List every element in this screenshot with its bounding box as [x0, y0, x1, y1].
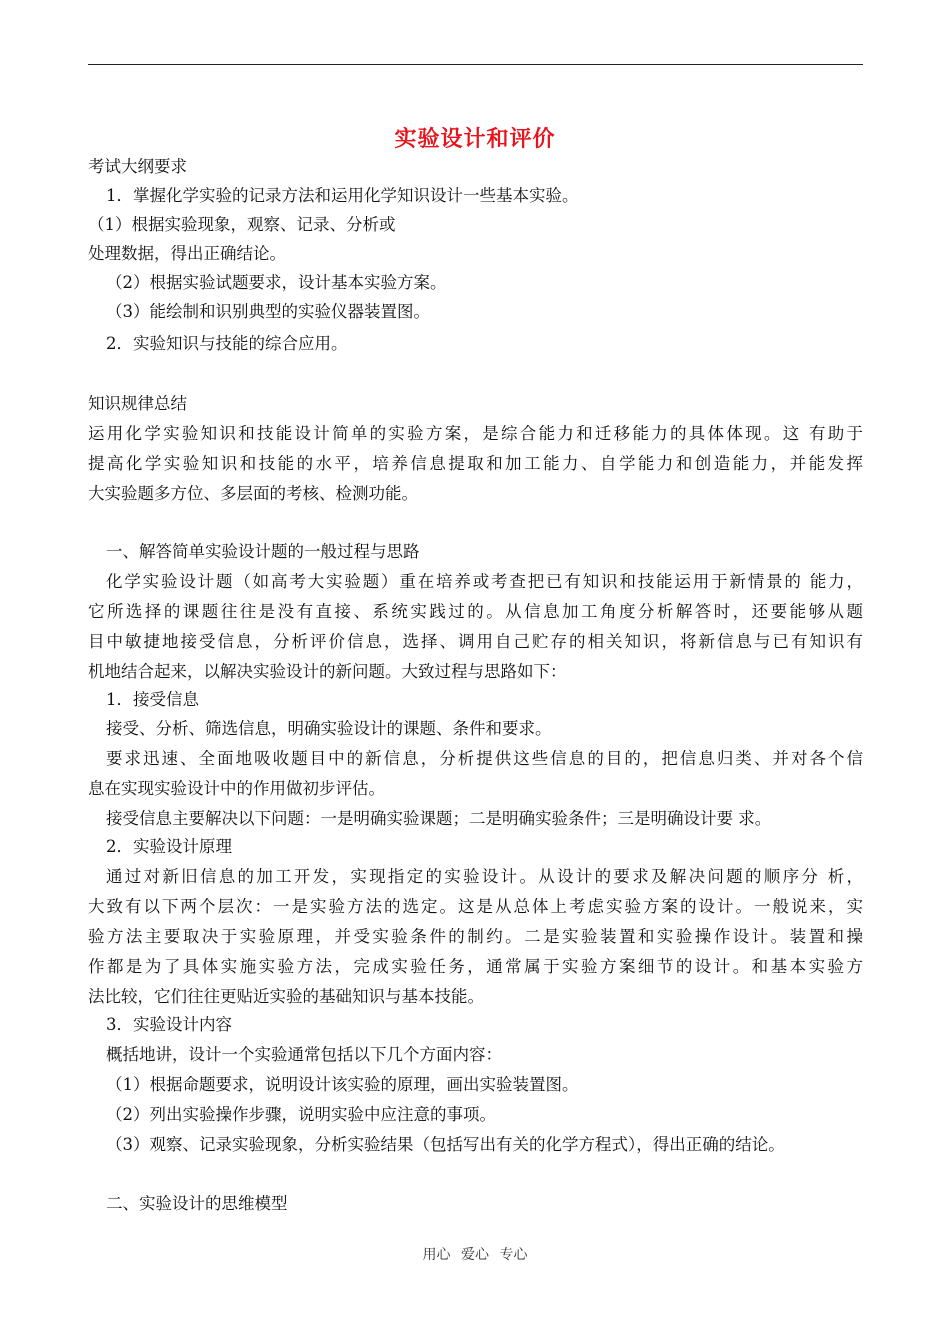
text-line: （1）根据命题要求，说明设计该实验的原理，画出实验装置图。 [106, 1075, 579, 1094]
text-line: 机地结合起来，以解决实验设计的新问题。大致过程与思路如下： [88, 662, 567, 681]
text-line: 2．实验知识与技能的综合应用。 [106, 334, 348, 353]
text-line: 验方法主要取决于实验原理，并受实验条件的制约。二是实验装置和实验操作设计。装置和操 [88, 927, 863, 946]
text-line: 大实验题多方位、多层面的考核、检测功能。 [88, 484, 418, 503]
text-line: 考试大纲要求 [88, 157, 187, 176]
text-line: 提高化学实验知识和技能的水平，培养信息提取和加工能力、自学能力和创造能力，并能发挥 [88, 454, 863, 473]
text-line: 接受信息主要解决以下问题：一是明确实验课题；二是明确实验条件；三是明确设计要 求。 [106, 809, 772, 828]
text-line: 目中敏捷地接受信息，分析评价信息，选择、调用自己贮存的相关知识，将新信息与已有知识有 [88, 632, 863, 651]
text-line: 处理数据，得出正确结论。 [88, 244, 286, 263]
text-line: （1）根据实验现象，观察、记录、分析或 [88, 215, 396, 234]
text-line: 一、解答简单实验设计题的一般过程与思路 [106, 542, 420, 561]
text-line: 通过对新旧信息的加工开发，实现指定的实验设计。从设计的要求及解决问题的顺序分 析， [106, 867, 863, 886]
text-line: 化学实验设计题（如高考大实验题）重在培养或考查把已有知识和技能运用于新情景的 能力， [106, 572, 863, 591]
text-line: 运用化学实验知识和技能设计简单的实验方案，是综合能力和迁移能力的具体体现。这 有助于 [88, 424, 863, 443]
text-line: 二、实验设计的思维模型 [106, 1194, 288, 1213]
text-line: （3）观察、记录实验现象，分析实验结果（包括写出有关的化学方程式），得出正确的结论。 [106, 1135, 785, 1154]
text-line: 知识规律总结 [88, 394, 187, 413]
text-line: 它所选择的课题往往是没有直接、系统实践过的。从信息加工角度分析解答时，还要能够从题 [88, 602, 863, 621]
text-line: （2）列出实验操作步骤，说明实验中应注意的事项。 [106, 1105, 496, 1124]
text-line: 3．实验设计内容 [106, 1015, 232, 1034]
text-line: 概括地讲，设计一个实验通常包括以下几个方面内容： [106, 1045, 502, 1064]
text-line: （3）能绘制和识别典型的实验仪器装置图。 [106, 302, 430, 321]
text-line: 作都是为了具体实施实验方法，完成实验任务，通常属于实验方案细节的设计。和基本实验方 [88, 957, 863, 976]
text-line: 2．实验设计原理 [106, 837, 232, 856]
text-line: （2）根据实验试题要求，设计基本实验方案。 [106, 273, 447, 292]
text-line: 要求迅速、全面地吸收题目中的新信息，分析提供这些信息的目的，把信息归类、并对各个信 [106, 749, 863, 768]
text-line: 1．掌握化学实验的记录方法和运用化学知识设计一些基本实验。 [106, 186, 579, 205]
text-line: 1．接受信息 [106, 690, 199, 709]
page-footer: 用心 爱心 专心 [422, 1247, 528, 1263]
page-title: 实验设计和评价 [394, 126, 556, 152]
text-line: 大致有以下两个层次：一是实验方法的选定。这是从总体上考虑实验方案的设计。一般说来，实 [88, 897, 863, 916]
text-line: 法比较，它们往往更贴近实验的基础知识与基本技能。 [88, 987, 484, 1006]
header-rule [88, 64, 863, 65]
text-line: 息在实现实验设计中的作用做初步评估。 [88, 779, 385, 798]
text-line: 接受、分析、筛选信息，明确实验设计的课题、条件和要求。 [106, 719, 552, 738]
